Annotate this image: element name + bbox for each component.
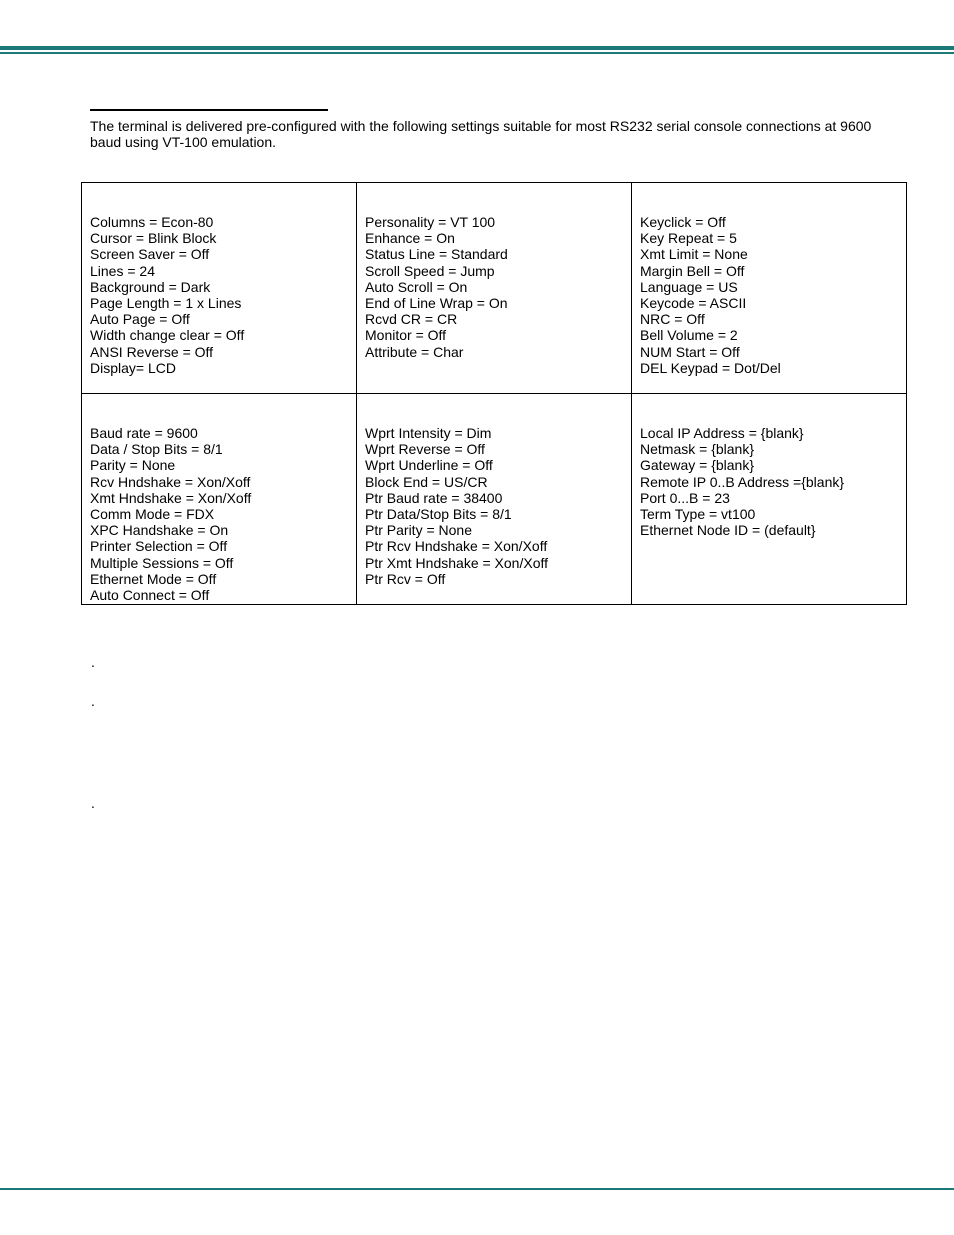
setting-line: Page Length = 1 x Lines [90,295,242,312]
setting-line: Enhance = On [365,230,455,247]
settings-cell [632,183,907,394]
setting-line: Comm Mode = FDX [90,506,215,523]
intro-paragraph: The terminal is delivered pre-configured with the following settings suitable for most RS232 serial console connections at 9600 baud using VT-100 emulation. [90,118,872,150]
setting-line: Gateway = {blank} [640,457,755,474]
setting-line: Keyclick = Off [640,214,726,230]
setting-line: Cursor = Blink Block [90,230,217,247]
setting-line: Status Line = Standard [365,246,508,263]
setting-line: Multiple Sessions = Off [90,554,234,571]
setting-line: Auto Connect = Off [90,587,210,604]
setting-line: Keycode = ASCII [640,295,747,312]
setting-line: Display= LCD [90,359,176,376]
setting-line: Ptr Rcv Hndshake = Xon/Xoff [365,538,548,555]
setting-line: Block End = US/CR [365,473,488,490]
setting-line: Auto Page = Off [90,311,190,328]
settings-row [82,394,907,605]
setting-line: Data / Stop Bits = 8/1 [90,441,223,458]
setting-line: Ethernet Node ID = (default} [640,522,816,539]
setting-line: Rcv Hndshake = Xon/Xoff [90,473,251,490]
setting-line: Ptr Xmt Hndshake = Xon/Xoff [365,554,549,571]
setting-line: Xmt Hndshake = Xon/Xoff [90,489,252,506]
bullet-marker: . [91,693,95,709]
header-rule-thin [0,52,954,54]
footer-rule [0,1188,954,1190]
setting-line: Wprt Underline = Off [365,457,493,474]
settings-row [82,183,907,394]
setting-line: Margin Bell = Off [640,262,745,279]
setting-line: Monitor = Off [365,327,447,344]
setting-line: XPC Handshake = On [90,522,229,539]
setting-line: Remote IP 0..B Address ={blank} [640,473,845,490]
setting-line: Width change clear = Off [90,327,245,344]
setting-line: Ptr Baud rate = 38400 [365,489,503,506]
bullet-marker: . [91,795,95,811]
setting-line: Columns = Econ-80 [90,214,214,230]
setting-line: Ptr Data/Stop Bits = 8/1 [365,506,512,523]
setting-line: Netmask = {blank} [640,441,755,458]
bullet-marker: . [91,654,95,670]
setting-line: End of Line Wrap = On [365,295,508,312]
settings-cell [82,394,357,605]
setting-line: Baud rate = 9600 [90,425,198,441]
header-rule-thick [0,46,954,50]
setting-line: Wprt Intensity = Dim [365,425,492,441]
setting-line: Ptr Rcv = Off [365,570,446,587]
setting-line: Printer Selection = Off [90,538,228,555]
setting-line: Rcvd CR = CR [365,311,458,328]
setting-line: ANSI Reverse = Off [90,343,214,360]
setting-line: Ethernet Mode = Off [90,570,217,587]
setting-line: Key Repeat = 5 [640,230,737,247]
setting-line: Lines = 24 [90,262,155,279]
setting-line: Parity = None [90,457,176,474]
setting-line: Wprt Reverse = Off [365,441,485,458]
setting-line: Screen Saver = Off [90,246,210,263]
setting-line: Auto Scroll = On [365,278,468,295]
settings-cell [82,183,357,394]
section-heading-underline [90,109,328,111]
settings-cell [357,183,632,394]
setting-line: DEL Keypad = Dot/Del [640,359,781,376]
setting-line: Bell Volume = 2 [640,327,738,344]
setting-line: NRC = Off [640,311,705,328]
setting-line: Term Type = vt100 [640,506,756,523]
setting-line: Xmt Limit = None [640,246,748,263]
setting-line: NUM Start = Off [640,343,740,360]
setting-line: Personality = VT 100 [365,214,496,230]
settings-cell [632,394,907,605]
setting-line: Ptr Parity = None [365,522,472,539]
setting-line: Background = Dark [90,278,211,295]
setting-line: Scroll Speed = Jump [365,262,495,279]
settings-cell [357,394,632,605]
setting-line: Language = US [640,278,738,295]
setting-line: Local IP Address = {blank} [640,425,804,441]
default-settings-table [81,182,907,605]
setting-line: Attribute = Char [365,343,464,360]
setting-line: Port 0...B = 23 [640,489,730,506]
